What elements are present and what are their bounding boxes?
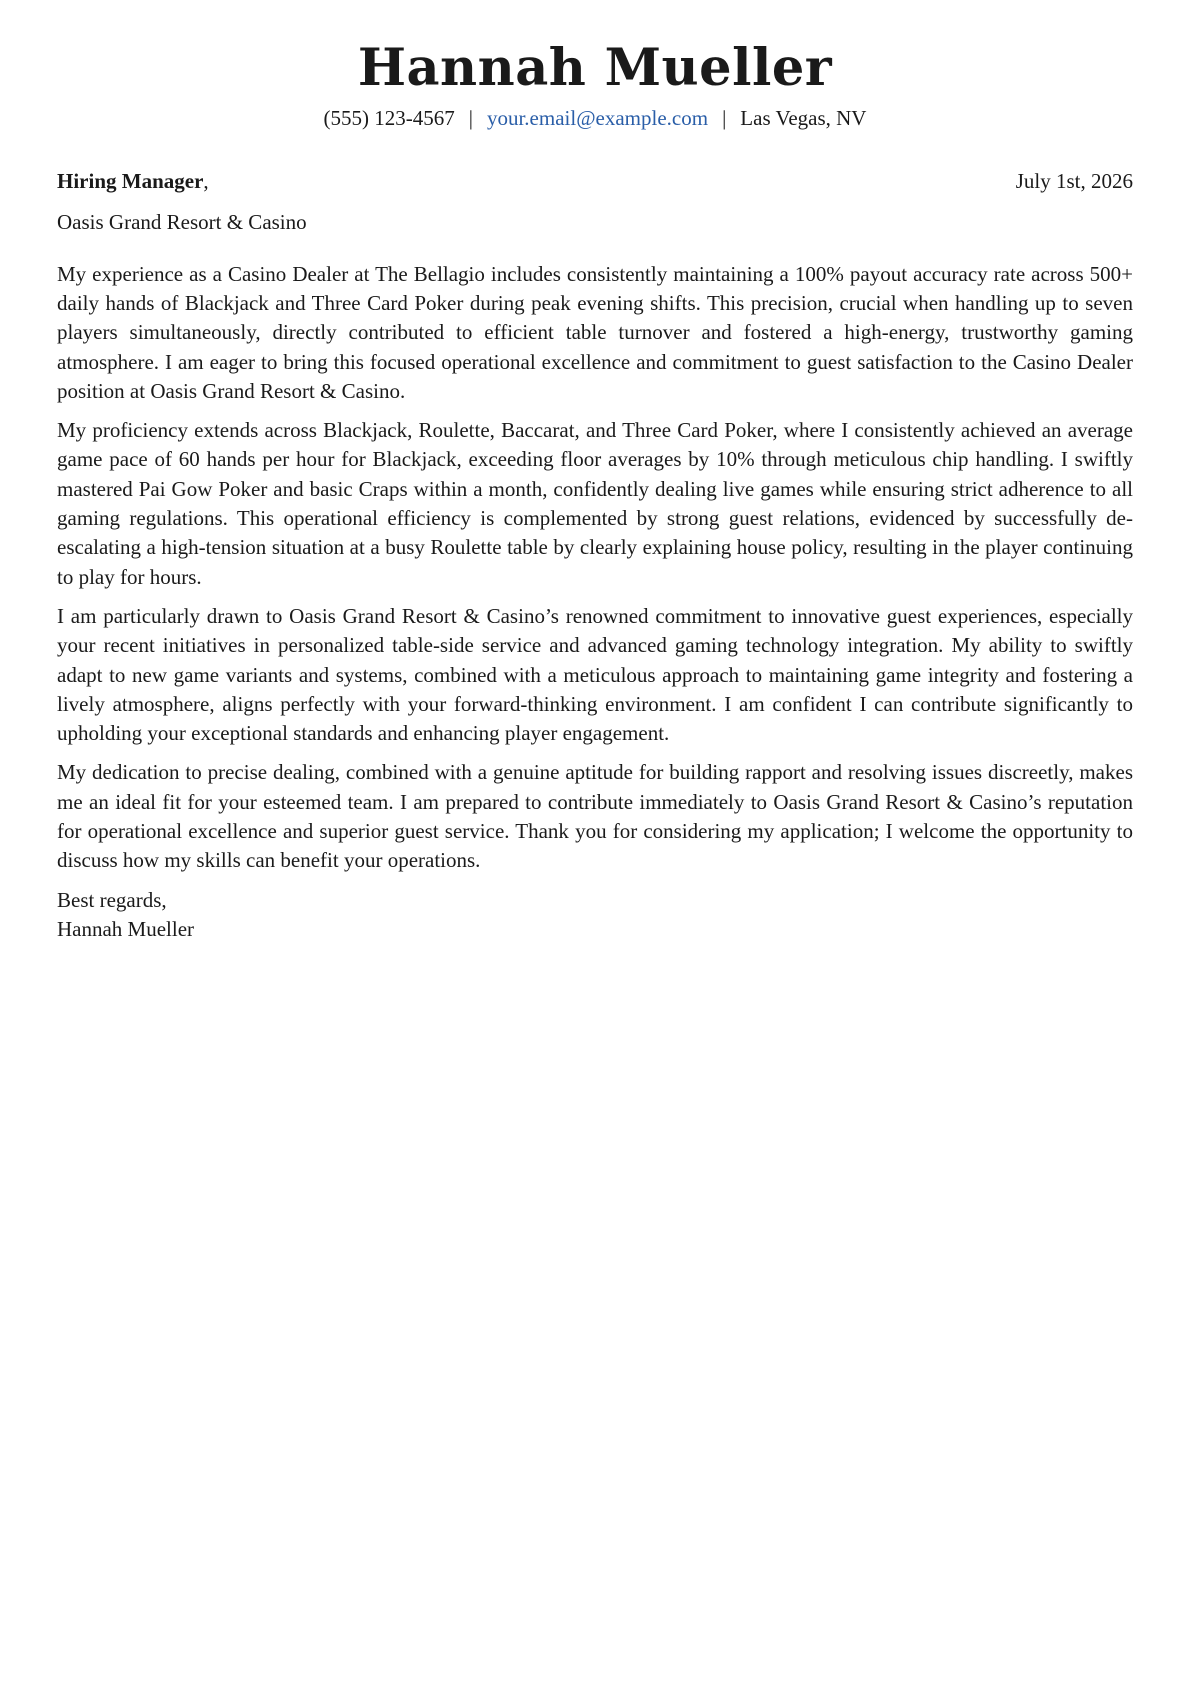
body-paragraph: My experience as a Casino Dealer at The Bellagio includes consistently maintaining a 100% payout accuracy rate across 500+ daily hands of Blackjack and Three Card Poker during peak evening shifts. This precision, crucial when handling up to seven players simultaneously, directly contributed to efficient table turnover and fostered a high-energy, trustworthy gaming atmosphere. I am eager to bring this focused operational excellence and commitment to guest satisfaction to the Casino Dealer position at Oasis Grand Resort & Casino. [57,261,1133,403]
recipient-title-suffix: , [203,169,209,194]
closing-block [57,886,1133,945]
contact-separator: | [722,106,727,131]
applicant-name: Hannah Mueller [357,38,833,98]
closing-salutation: Best regards, [57,887,167,912]
recipient-company: Oasis Grand Resort & Casino [57,210,307,235]
cover-letter-page [57,40,1133,944]
letter-date: July 1st, 2026 [1015,169,1133,194]
contact-separator: | [468,106,473,131]
letter-body [57,260,1133,876]
email-link[interactable]: your.email@example.com [486,106,709,131]
recipient-line [57,169,209,194]
signature-name: Hannah Mueller [57,916,195,941]
location: Las Vegas, NV [740,106,867,131]
recipient-title: Hiring Manager [57,169,204,194]
body-paragraph: My dedication to precise dealing, combined with a genuine aptitude for building rapport and resolving issues discreetly, makes me an ideal fit for your esteemed team. I am prepared to contribute immediately to Oasis Grand Resort & Casino’s reputation for operational excellence and superior guest service. Thank you for considering my application; I welcome the opportunity to discuss how my skills can benefit your operations. [57,760,1133,873]
recipient-date-row [57,169,1133,194]
body-paragraph: I am particularly drawn to Oasis Grand Resort & Casino’s renowned commitment to innovative guest experiences, especially your recent initiatives in personalized table-side service and advanced gaming technology integration. My ability to swiftly adapt to new game variants and systems, combined with a meticulous approach to maintaining game integrity and fostering a lively atmosphere, aligns perfectly with your forward-thinking environment. I am confident I can contribute significantly to upholding your exceptional standards and enhancing player engagement. [57,603,1133,746]
contact-line [57,106,1133,131]
body-paragraph: My proficiency extends across Blackjack, Roulette, Baccarat, and Three Card Poker, where I consistently achieved an average game pace of 60 hands per hour for Blackjack, exceeding floor averages by 10% through meticulous chip handling. I swiftly mastered Pai Gow Poker and basic Craps within a month, confidently dealing live games while ensuring strict adherence to all gaming regulations. This operational efficiency is complemented by strong guest relations, evidenced by successfully de-escalating a high-tension situation at a busy Roulette table by clearly explaining house policy, resulting in the player continuing to play for hours. [57,418,1133,589]
phone-number: (555) 123-4567 [323,106,455,131]
